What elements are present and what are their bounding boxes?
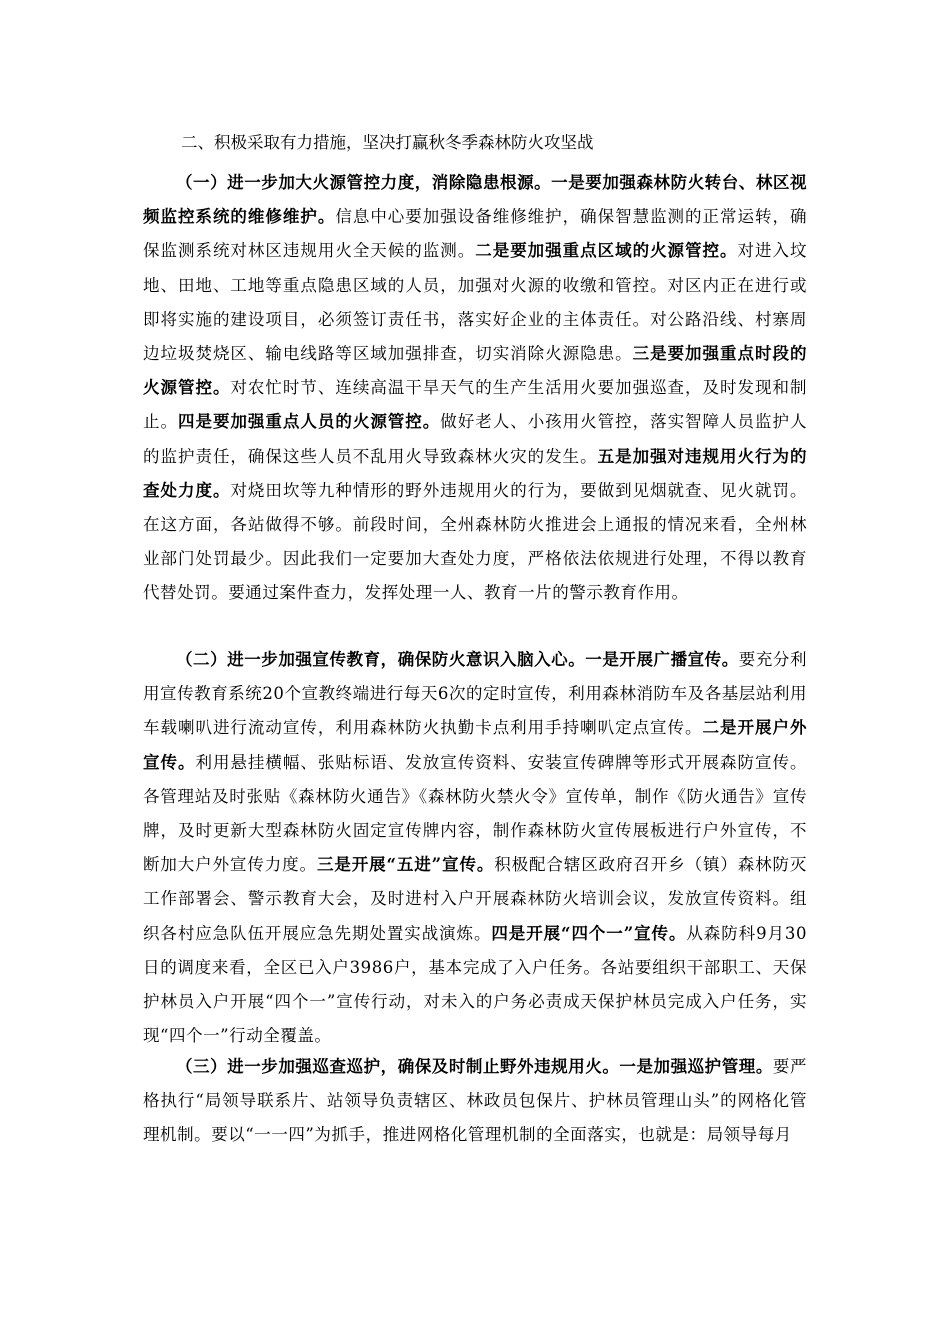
bold-text-run: 三是要加强重点时段的火源管控。 xyxy=(143,344,808,398)
paragraph-fire-source-control xyxy=(143,166,807,611)
text-run: 对烧田坎等九种情形的野外违规用火的行为，要做到见烟就查、见火就罚。在这方面，各站做得不够。前段时间，全州森林防火推进会上通报的情况来看，全州林业部门处罚最少。因此我们一定要加大查处力度，严格依法依规进行处理，不得以教育代替处罚。要通过案件查力，发挥处理一人、教育一片的警示教育作用。 xyxy=(143,480,808,603)
bold-text-run: （三）进一步加强巡查巡护，确保及时制止野外违规用火。一是加强巡护管理。 xyxy=(176,1057,773,1076)
bold-text-run: （二）进一步加强宣传教育，确保防火意识入脑入心。一是开展广播宣传。 xyxy=(176,650,739,669)
bold-text-run: 四是开展“四个一”宣传。 xyxy=(491,923,687,943)
bold-text-run: （一）进一步加大火源管控力度，消除隐患根源。一是要加强森林防火转台、林区视频监控系统的维修维护。 xyxy=(143,173,807,227)
text-run: 信息中心要加强设备维修维护，确保智慧监测的正常运转，确保监测系统对林区违规用火全天候的监测。 xyxy=(143,207,807,261)
text-run: 利用悬挂横幅、张贴标语、发放宣传资料、安装宣传碑牌等形式开展森防宣传。各管理站及时张贴《森林防火通告》《森林防火禁火令》宣传单，制作《防火通告》宣传牌，及时更新大型森林防火固定宣传牌内容，制作森林防火宣传展板进行户外宣传，不断加大户外宣传力度。 xyxy=(143,752,808,875)
paragraph-publicity-education xyxy=(143,643,807,1053)
bold-text-run: 三是开展“五进”宣传。 xyxy=(316,855,495,875)
bold-text-run: 二是开展户外宣传。 xyxy=(143,718,807,772)
bold-text-run: 四是要加强重点人员的火源管控。 xyxy=(177,412,441,432)
text-run: 要严格执行“局领导联系片、站领导负责辖区、林政员包保片、护林员管理山头”的网格化管理机制。要以“一一四”为抓手，推进网格化管理机制的全面落实，也就是：局领导每月 xyxy=(143,1057,807,1145)
text-run: 对农忙时节、连续高温干旱天气的生产生活用火要加强巡查，及时发现和制止。 xyxy=(143,378,808,432)
bold-text-run: 五是加强对违规用火行为的查处力度。 xyxy=(143,446,807,500)
bold-text-run: 二是要加强重点区域的火源管控。 xyxy=(475,241,738,261)
text-run: 积极配合辖区政府召开乡（镇）森林防灭工作部署会、警示教育大会，及时进村入户开展森林防火培训会议，发放宣传资料。组织各村应急队伍开展应急先期处置实战演炼。 xyxy=(143,855,807,943)
section-heading: 二、积极采取有力措施，坚决打赢秋冬季森林防火攻坚战 xyxy=(181,133,594,152)
text-run: 从森防科9月30日的调度来看，全区已入户3986户，基本完成了入户任务。各站要组织干部职工、天保护林员入户开展“四个一”宣传行动，对未入的户务必责成天保护林员完成入户任务，实现“四个一”行动全覆盖。 xyxy=(143,923,807,1046)
text-run: 对进入坟地、田地、工地等重点隐患区域的人员，加强对火源的收缴和管控。对区内正在进行或即将实施的建设项目，必须签订责任书，落实好企业的主体责任。对公路沿线、村寨周边垃圾焚烧区、输电线路等区域加强排查，切实消除火源隐患。 xyxy=(143,241,808,364)
text-run: 要充分利用宣传教育系统20个宣教终端进行每天6次的定时宣传，利用森林消防车及各基层站利用车载喇叭进行流动宣传，利用森林防火执勤卡点利用手持喇叭定点宣传。 xyxy=(143,650,807,738)
paragraph-patrol-inspection xyxy=(143,1050,807,1153)
text-run: 做好老人、小孩用火管控，落实智障人员监护人的监护责任，确保这些人员不乱用火导致森林火灾的发生。 xyxy=(143,412,808,466)
